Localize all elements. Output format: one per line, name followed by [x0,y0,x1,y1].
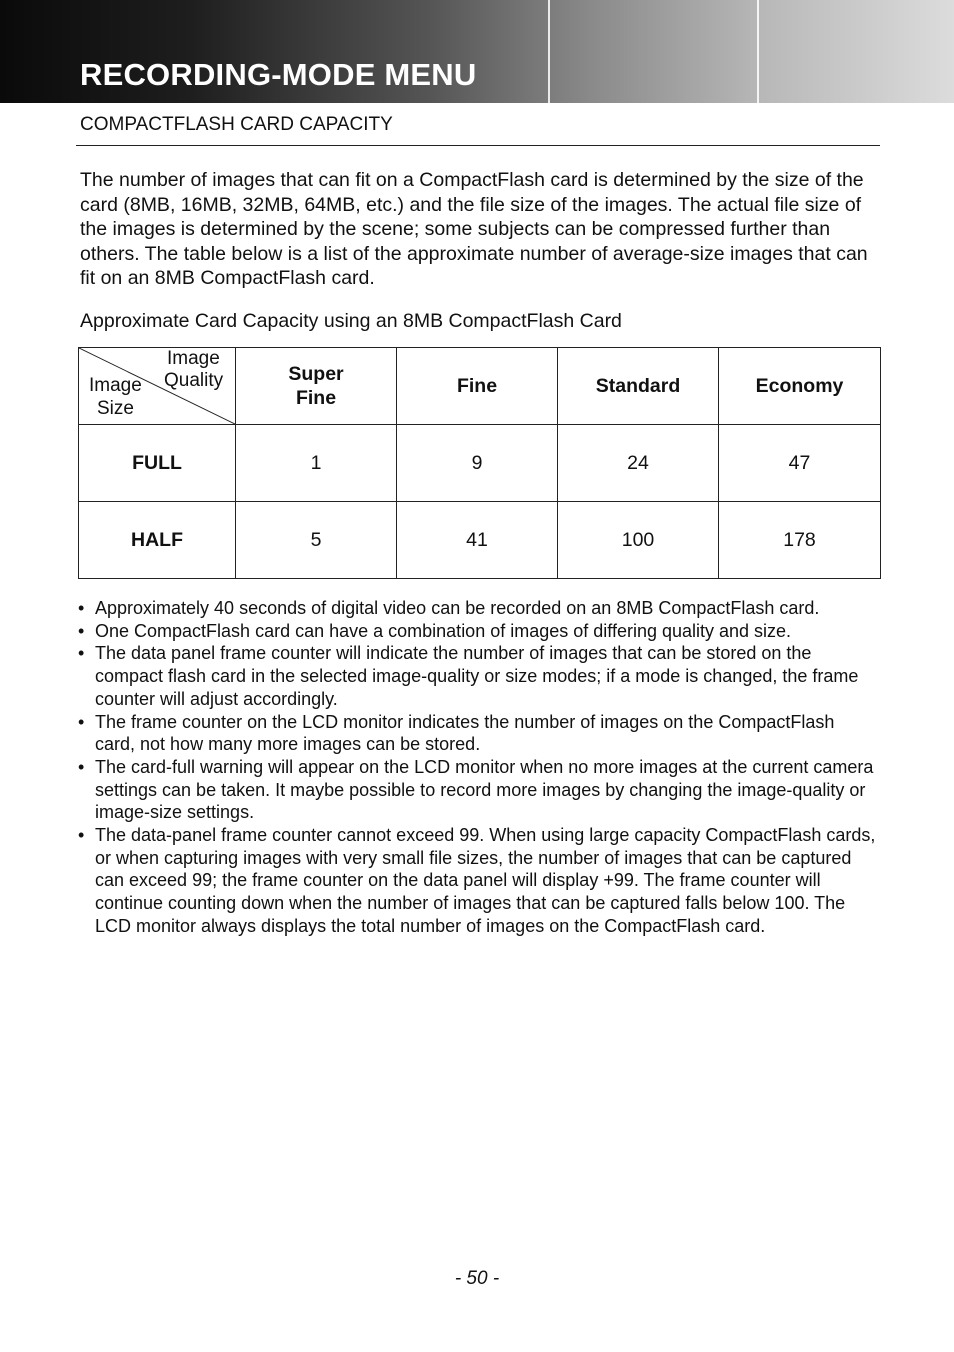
column-header-standard: Standard [558,348,719,425]
column-header-super-fine [236,348,397,425]
table-cell: 178 [719,502,881,579]
notes-list [78,597,878,938]
bullet-icon: • [78,825,85,846]
bullet-icon: • [78,643,85,664]
header-divider [548,0,550,103]
table-row [79,502,881,579]
list-item [78,620,878,643]
table-cell: 100 [558,502,719,579]
list-item [78,642,878,710]
table-cell: 9 [397,425,558,502]
note-text: The card-full warning will appear on the LCD monitor when no more images at the current camera settings can be taken. It maybe possible to record more images by changing the image-quality or image-size settings. [95,756,874,823]
column-header-economy: Economy [719,348,881,425]
intro-paragraph: The number of images that can fit on a CompactFlash card is determined by the size of the card (8MB, 16MB, 32MB, 64MB, etc.) and the file size of the images. The actual file size of the images is determined by the scene; some subjects can be compressed further than others. The table below is a list of the approximate number of average-size images that can fit on an 8MB CompactFlash card. [80,169,868,289]
page-number: - 50 - [454,1268,500,1289]
bullet-icon: • [78,598,85,618]
table-cell: 47 [719,425,881,502]
list-item [78,711,878,756]
column-header-label: Fine [295,387,337,409]
note-text: Approximately 40 seconds of digital video can be recorded on an 8MB CompactFlash card. [95,598,820,618]
bullet-icon: • [78,711,85,732]
list-item [78,756,878,824]
header-divider [757,0,759,103]
section-divider [76,145,880,146]
table-row [79,425,881,502]
list-item [78,824,878,938]
table-cell: 5 [236,502,397,579]
row-label-full: FULL [79,425,236,502]
bullet-icon: • [78,756,85,777]
column-header-fine: Fine [397,348,558,425]
list-item [78,597,878,620]
table-cell: 1 [236,425,397,502]
table-cell: 24 [558,425,719,502]
table-header-row [79,348,881,425]
table-cell: 41 [397,502,558,579]
table-caption: Approximate Card Capacity using an 8MB CompactFlash Card [80,310,622,332]
note-text: The data-panel frame counter cannot exceed 99. When using large capacity CompactFlash cards, or when capturing images with very small file sizes, the number of images that can be captured can exceed 99; the frame counter on the data panel will display +99. The frame counter will continue counting down when the number of images that can be captured falls below 100. The LCD monitor always displays the total number of images on the CompactFlash card. [95,825,876,936]
page-title: RECORDING-MODE MENU [80,57,477,92]
section-title: COMPACTFLASH CARD CAPACITY [80,114,393,135]
capacity-table [78,347,881,579]
note-text: One CompactFlash card can have a combination of images of differing quality and size. [95,620,792,641]
row-label-half: HALF [79,502,236,579]
note-text: The frame counter on the LCD monitor indicates the number of images on the CompactFlash card, not how many more images can be stored. [95,711,835,755]
bullet-icon: • [78,620,85,641]
corner-size-label: Image [89,375,142,396]
corner-size-label: Size [97,398,134,419]
note-text: The data panel frame counter will indicate the number of images that can be stored on the compact flash card in the selected image-quality or size modes; if a mode is changed, the frame counter will adjust accordingly. [95,643,859,709]
corner-quality-label: Quality [164,370,224,391]
column-header-label: Super [288,363,344,385]
header-band [0,0,954,103]
corner-quality-label: Image [167,348,220,369]
table-corner-cell [79,348,236,425]
